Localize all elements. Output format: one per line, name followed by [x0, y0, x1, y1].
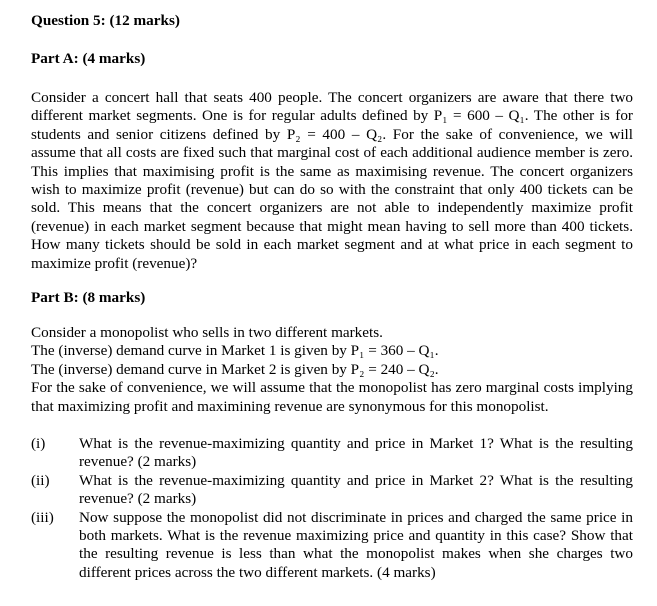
part-b-heading: Part B: (8 marks) [31, 289, 146, 306]
part-b-question-list [31, 435, 633, 582]
item-text: What is the revenue-maximizing quantity and price in Market 2? What is the resulting revenue? (2 marks) [79, 471, 633, 508]
list-item [31, 435, 633, 472]
part-a-heading: Part A: (4 marks) [31, 50, 146, 67]
part-b-line-2: The (inverse) demand curve in Market 1 is given by P₁ = 360 – Q₁. [31, 342, 439, 360]
list-item [31, 472, 633, 509]
question-title: Question 5: (12 marks) [31, 12, 180, 29]
part-b-intro [31, 324, 633, 416]
item-number: (ii) [31, 471, 50, 489]
part-b-line-3: The (inverse) demand curve in Market 2 is given by P₂ = 240 – Q₂. [31, 360, 439, 378]
list-item [31, 509, 633, 583]
part-b-line-1: Consider a monopolist who sells in two different markets. [31, 324, 383, 341]
item-number: (i) [31, 435, 46, 452]
part-b-line-4: For the sake of convenience, we will assume that the monopolist has zero marginal costs implying that maximizing profit and maximining revenue are synonymous for this monopolist. [31, 379, 633, 415]
part-a-body [31, 89, 633, 273]
part-a-paragraph: Consider a concert hall that seats 400 people. The concert organizers are aware that there two different market segments. One is for regular adults defined by P₁ = 600 – Q₁. The other is for students and senior citizens defined by P₂ = 400 – Q₂. For the sake of convenience, we will assume that all costs are fixed such that marginal cost of each additional audience member is zero. This implies that maximising profit is the same as maximising revenue. The concert organizers wish to maximize profit (revenue) but can do so with the constraint that only 400 tickets can be sold. This means that the concert organizers are not able to independently maximize profit (revenue) in each market segment because that might mean having to sell more than 400 tickets. How many tickets should be sold in each market segment and at what price in each segment to maximize profit (revenue)? [31, 89, 633, 272]
item-text: Now suppose the monopolist did not discriminate in prices and charged the same price in both markets. What is the revenue maximizing price and quantity in this case? Show that the resulting revenue is less than what the monopolist makes when she charges two different prices across the two different markets. (4 marks) [79, 508, 633, 581]
item-text: What is the revenue-maximizing quantity and price in Market 1? What is the resulting revenue? (2 marks) [79, 435, 633, 471]
item-number: (iii) [31, 508, 54, 526]
